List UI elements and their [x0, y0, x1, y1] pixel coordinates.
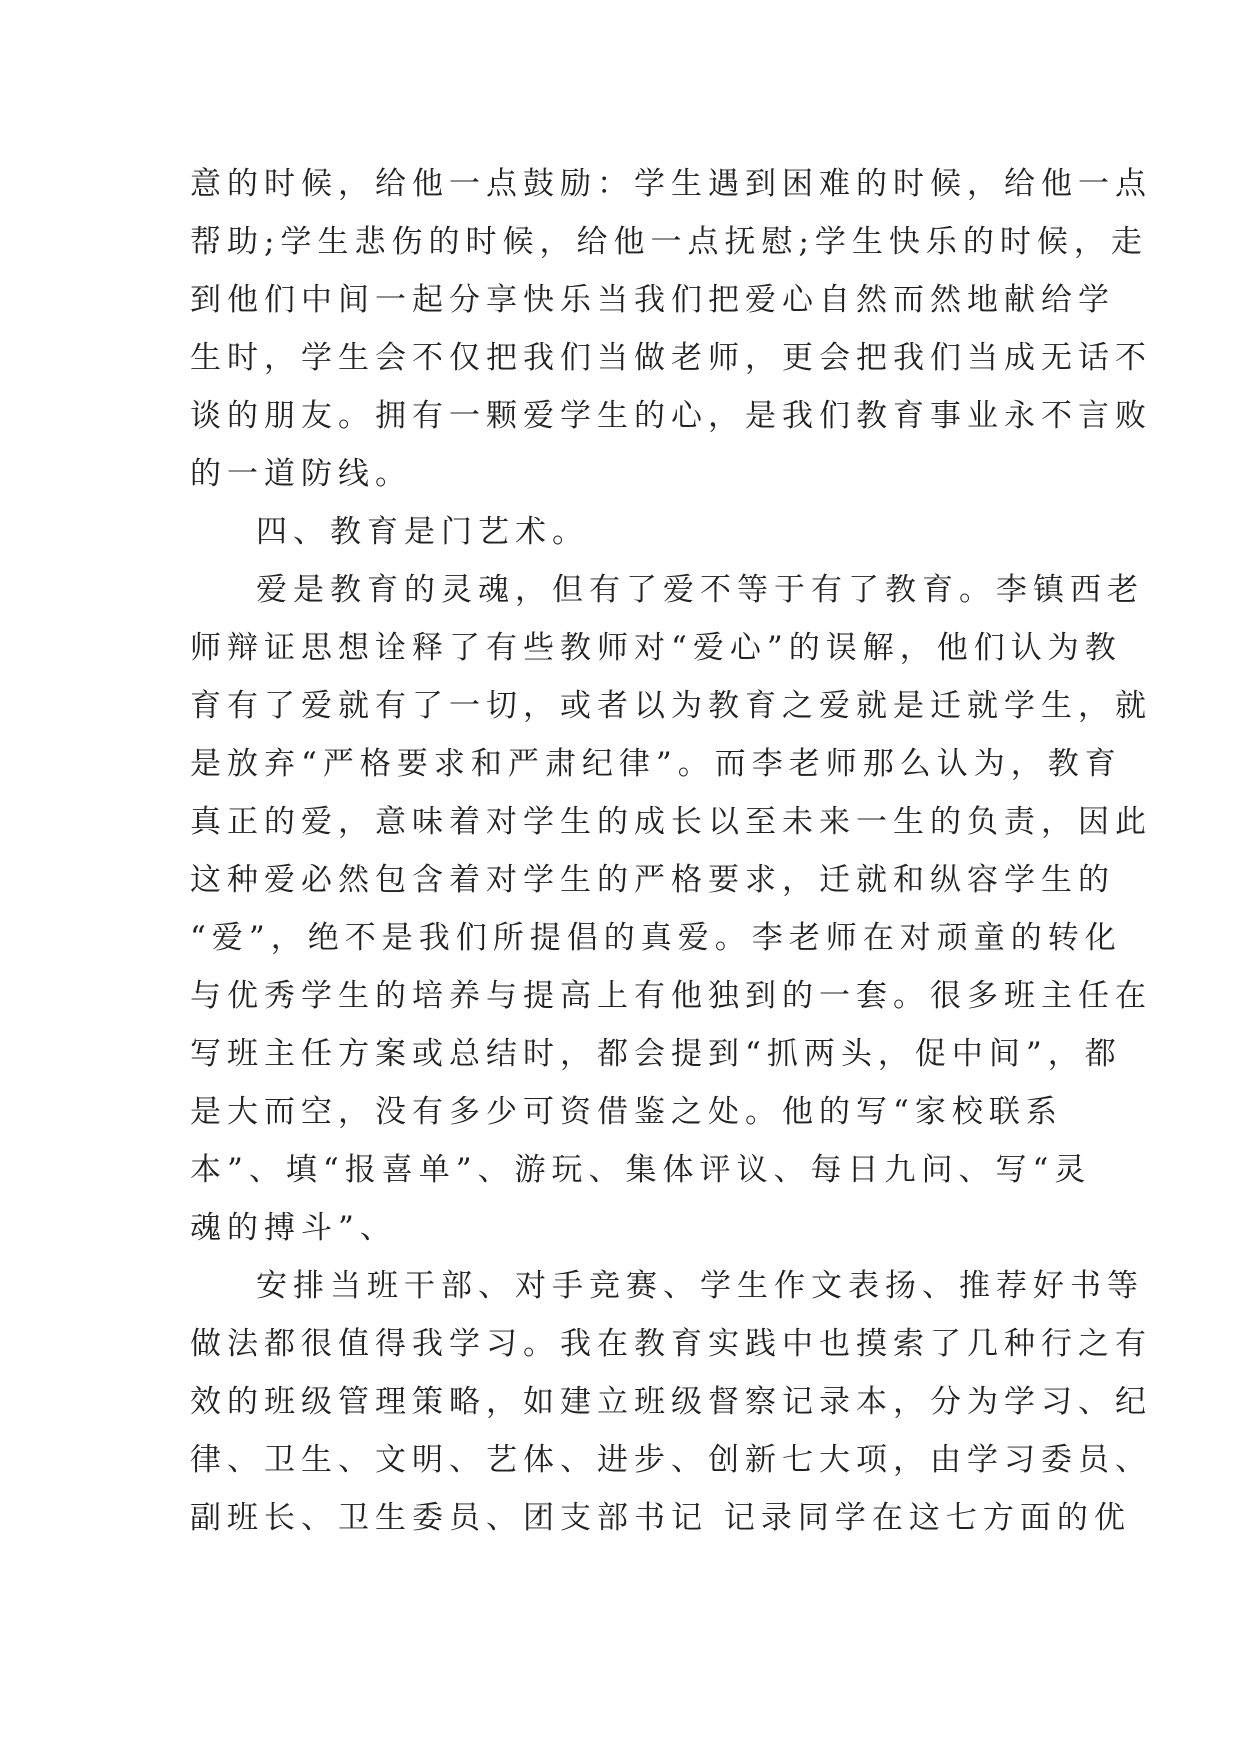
text-line: 师辩证思想诠释了有些教师对“爱心”的误解，他们认为教	[190, 630, 1122, 666]
text-line: 副班长、卫生委员、团支部书记 记录同学在这七方面的优	[190, 1500, 1131, 1536]
text-line: 是大而空，没有多少可资借鉴之处。他的写“家校联系	[190, 1094, 1063, 1130]
text-line: 育有了爱就有了一切，或者以为教育之爱就是迁就学生，就	[190, 688, 1152, 724]
text-line: 爱是教育的灵魂，但有了爱不等于有了教育。李镇西老	[256, 572, 1144, 608]
text-line: 帮助;学生悲伤的时候，给他一点抚慰;学生快乐的时候，走	[190, 224, 1148, 260]
text-line: 本”、填“报喜单”、游玩、集体评议、每日九问、写“灵	[190, 1152, 1092, 1188]
document-body	[190, 155, 1152, 1547]
text-line: 到他们中间一起分享快乐当我们把爱心自然而然地献给学	[190, 282, 1115, 318]
text-line: 谈的朋友。拥有一颗爱学生的心，是我们教育事业永不言败	[190, 398, 1152, 434]
text-line: “爱”，绝不是我们所提倡的真爱。李老师在对顽童的转化	[190, 920, 1122, 956]
text-line: 律、卫生、文明、艺体、进步、创新七大项，由学习委员、	[190, 1442, 1152, 1478]
text-line: 做法都很值得我学习。我在教育实践中也摸索了几种行之有	[190, 1326, 1152, 1362]
section-heading-4: 四、教育是门艺术。	[256, 514, 589, 550]
paragraph-class-management	[190, 1257, 1152, 1547]
paragraph-education-art	[190, 561, 1152, 1257]
text-line: 效的班级管理策略，如建立班级督察记录本，分为学习、纪	[190, 1384, 1152, 1420]
text-line: 安排当班干部、对手竞赛、学生作文表扬、推荐好书等	[256, 1268, 1144, 1304]
text-line: 意的时候，给他一点鼓励：学生遇到困难的时候，给他一点	[190, 166, 1152, 202]
text-line: 的一道防线。	[190, 456, 412, 492]
text-line: 与优秀学生的培养与提高上有他独到的一套。很多班主任在	[190, 978, 1152, 1014]
text-line: 写班主任方案或总结时，都会提到“抓两头，促中间”，都	[190, 1036, 1122, 1072]
text-line: 是放弃“严格要求和严肃纪律”。而李老师那么认为，教育	[190, 746, 1122, 782]
text-line: 真正的爱，意味着对学生的成长以至未来一生的负责，因此	[190, 804, 1152, 840]
paragraph-love-students	[190, 155, 1152, 503]
text-line: 魂的搏斗”、	[190, 1210, 397, 1246]
text-line: 这种爱必然包含着对学生的严格要求，迁就和纵容学生的	[190, 862, 1115, 898]
text-line: 生时，学生会不仅把我们当做老师，更会把我们当成无话不	[190, 340, 1152, 376]
